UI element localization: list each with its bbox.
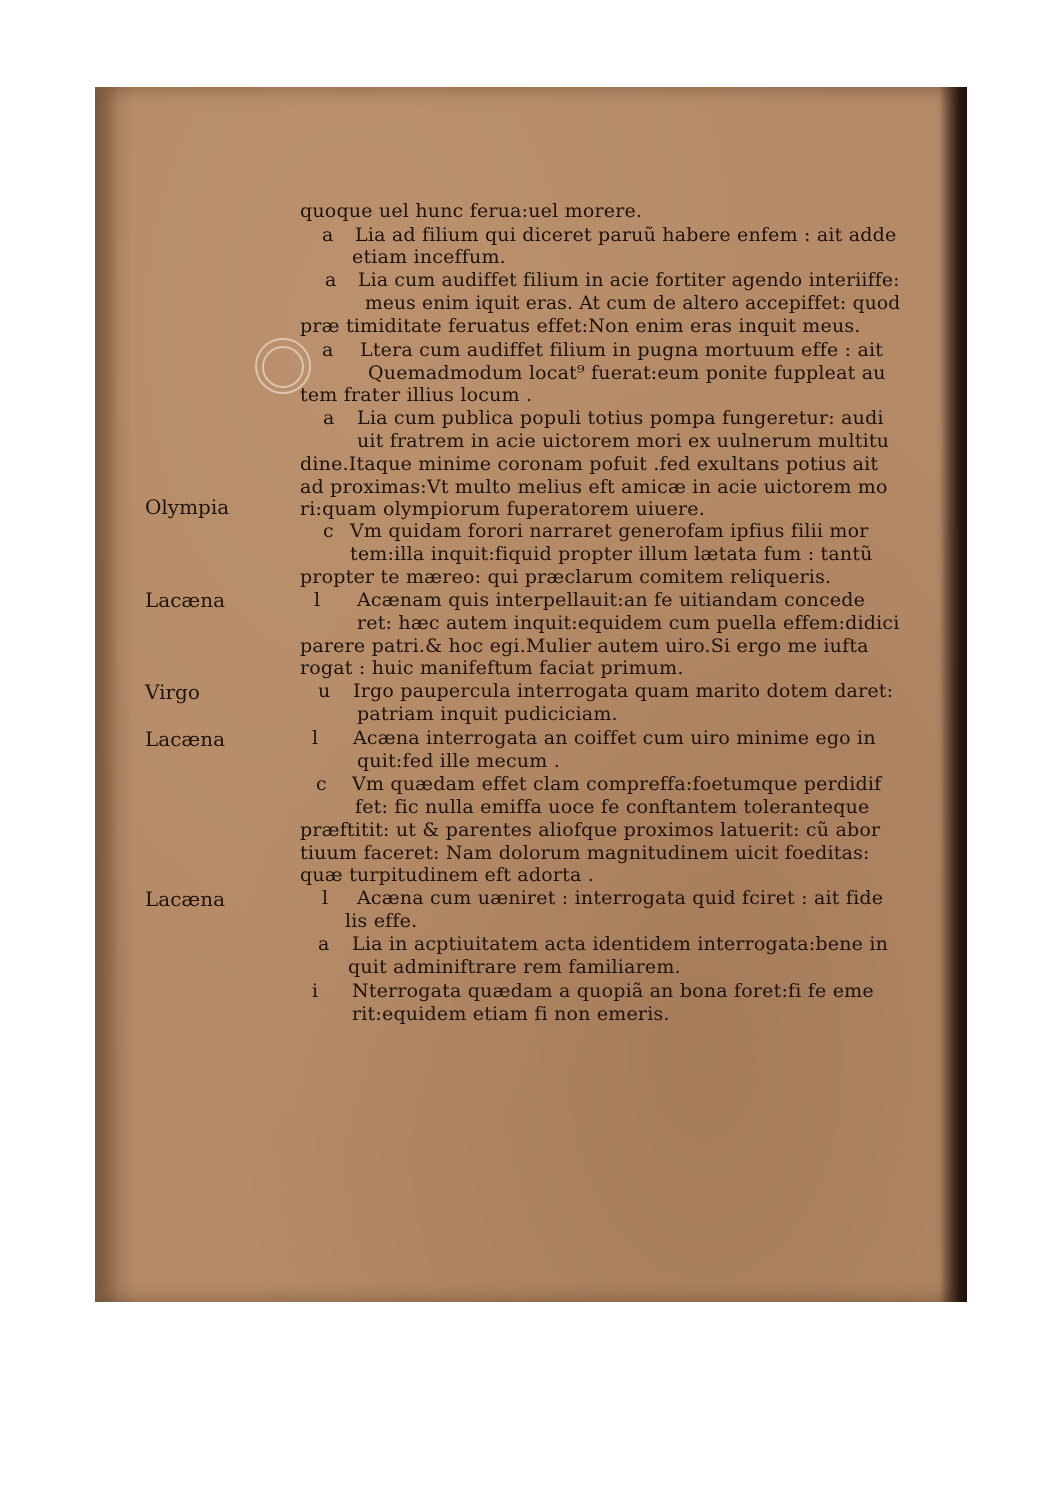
text-line: meus enim iquit eras. At cum de altero accepiffet: quod — [365, 292, 901, 314]
text-line: Vm quidam forori narraret generofam ipfius filii mor — [350, 520, 869, 542]
paragraph-marker: a — [318, 933, 330, 955]
text-line: tem:illa inquit:fiquid propter illum lætata fum : tantũ — [350, 543, 873, 565]
paragraph-marker: a — [323, 407, 335, 429]
text-line: parere patri.& hoc egi.Mulier autem uiro.Si ergo me iufta — [300, 635, 869, 657]
margin-label-virgo: Virgo — [145, 680, 200, 704]
paragraph-marker: c — [323, 520, 334, 542]
text-line: rit:equidem etiam fi non emeris. — [352, 1003, 670, 1025]
text-line: Lia in acptiuitatem acta identidem interrogata:bene in — [352, 933, 889, 955]
text-line: uit fratrem in acie uictorem mori ex uulnerum multitu — [357, 430, 890, 452]
text-line: Irgo paupercula interrogata quam marito dotem daret: — [353, 680, 894, 702]
margin-label-lacaena-1: Lacæna — [145, 588, 226, 612]
text-line: tiuum faceret: Nam dolorum magnitudinem uicit foeditas: — [300, 842, 870, 864]
paragraph-marker: i — [312, 980, 319, 1002]
paragraph-marker: u — [318, 680, 331, 702]
text-line: Acæna cum uæniret : interrogata quid fciret : ait fide — [357, 887, 884, 909]
text-line: lis effe. — [345, 910, 418, 932]
text-line: Acæna interrogata an coiffet cum uiro minime ego in — [353, 727, 876, 749]
text-line: Quemadmodum locat⁹ fuerat:eum ponite fuppleat au — [368, 362, 886, 384]
margin-label-lacaena-2: Lacæna — [145, 727, 226, 751]
text-line: Lia cum audiffet filium in acie fortiter agendo interiiffe: — [358, 269, 900, 291]
binding-gutter — [95, 87, 119, 1302]
text-line: Lia ad filium qui diceret paruũ habere enfem : ait adde — [355, 224, 897, 246]
text-line: quit adminiftrare rem familiarem. — [348, 956, 681, 978]
paragraph-marker: a — [325, 269, 337, 291]
text-line: Ltera cum audiffet filium in pugna mortuum effe : ait — [360, 339, 884, 361]
paragraph-marker: c — [316, 773, 327, 795]
paragraph-marker: l — [312, 727, 319, 749]
text-line: patriam inquit pudiciciam. — [357, 703, 618, 725]
margin-label-lacaena-3: Lacæna — [145, 887, 226, 911]
paragraph-marker: a — [322, 224, 334, 246]
text-line: Lia cum publica populi totius pompa fungeretur: audi — [357, 407, 884, 429]
text-line: Nterrogata quædam a quopiã an bona foret:fi fe eme — [352, 980, 874, 1002]
text-line: etiam inceffum. — [352, 246, 506, 268]
text-line: quæ turpitudinem eft adorta . — [300, 864, 594, 886]
text-line: ad proximas:Vt multo melius eft amicæ in acie uictorem mo — [300, 476, 888, 498]
text-line: fet: fic nulla emiffa uoce fe conftantem toleranteque — [355, 796, 870, 818]
page-edge-shadow — [940, 87, 967, 1302]
margin-label-olympia: Olympia — [145, 495, 230, 519]
paragraph-marker: l — [322, 887, 329, 909]
text-line: præftitit: ut & parentes aliofque proximos latuerit: cũ abor — [300, 819, 881, 841]
text-line: rogat : huic manifeftum faciat primum. — [300, 657, 684, 679]
text-line: dine.Itaque minime coronam pofuit .fed exultans potius ait — [300, 453, 879, 475]
paragraph-marker: a — [322, 339, 334, 361]
text-line: ret: hæc autem inquit:equidem cum puella effem:didici — [357, 612, 900, 634]
text-line: quoque uel hunc ferua:uel morere. — [300, 200, 643, 222]
library-stamp-2 — [262, 346, 304, 388]
text-line: Acænam quis interpellauit:an fe uitiandam concede — [357, 589, 866, 611]
text-line: ri:quam olympiorum fuperatorem uiuere. — [300, 498, 705, 520]
text-line: quit:fed ille mecum . — [357, 750, 560, 772]
text-line: Vm quædam effet clam compreffa:foetumque perdidif — [352, 773, 882, 795]
paragraph-marker: l — [314, 589, 321, 611]
text-line: propter te mæreo: qui præclarum comitem reliqueris. — [300, 566, 832, 588]
text-line: præ timiditate feruatus effet:Non enim eras inquit meus. — [300, 315, 861, 337]
text-line: tem frater illius locum . — [300, 384, 533, 406]
